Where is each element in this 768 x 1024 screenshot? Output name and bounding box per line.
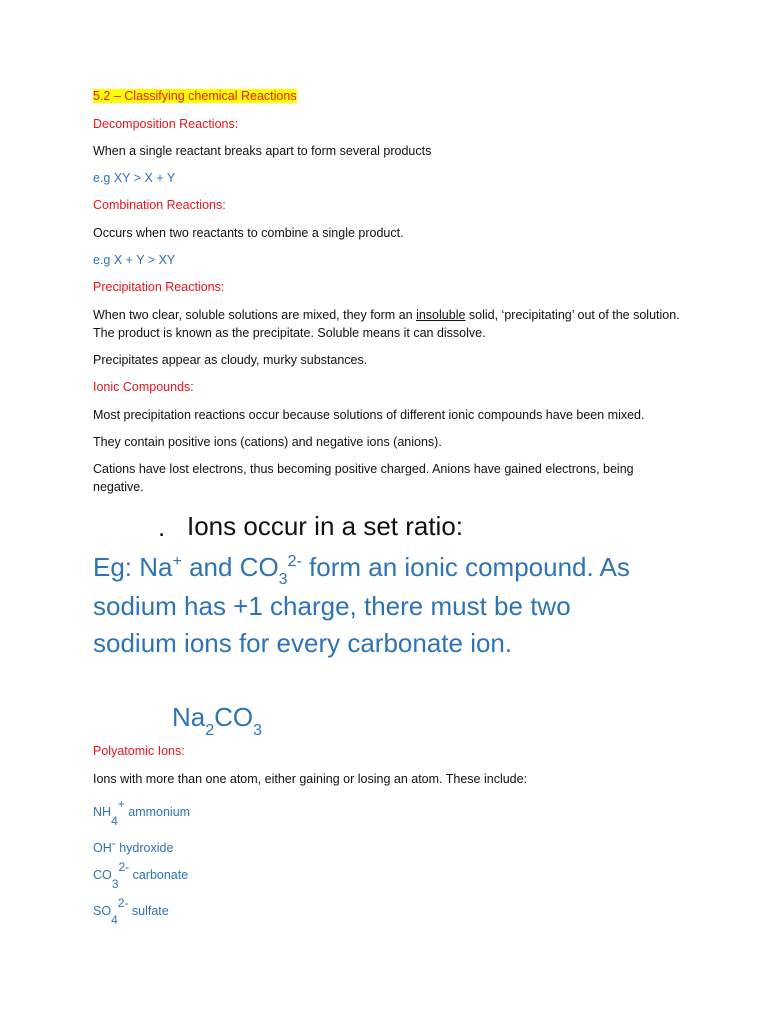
section-heading-text: 5.2 – Classifying chemical Reactions (93, 89, 297, 103)
example-line-2: sodium has +1 charge, there must be two (93, 591, 571, 621)
ionic-p2: They contain positive ions (cations) and negative ions (anions). (93, 435, 442, 449)
precipitation-title: Precipitation Reactions: (93, 280, 225, 294)
ionic-title: Ionic Compounds: (93, 380, 194, 394)
decomposition-text: When a single reactant breaks apart to form several products (93, 144, 432, 158)
sodium-carbonate-formula (172, 700, 262, 748)
formula-co: CO (214, 702, 254, 732)
ion-base: OH (93, 841, 112, 855)
formula-sub3: 3 (253, 722, 263, 739)
ion-name: ammonium (124, 805, 191, 819)
ion-base: NH (93, 805, 112, 819)
ion-ammonium (93, 797, 191, 828)
polyatomic-text: Ions with more than one atom, either gaining or losing an atom. These include: (93, 772, 528, 786)
ion-charge: 2- (118, 860, 130, 874)
ion-name: carbonate (129, 868, 189, 882)
ionic-p1: Most precipitation reactions occur because solutions of different ionic compounds have been mixed. (93, 408, 645, 422)
ions-ratio-heading: Ions occur in a set ratio: (187, 511, 464, 541)
combination-title: Combination Reactions: (93, 198, 226, 212)
ion-charge: 2- (117, 896, 129, 910)
decomposition-title: Decomposition Reactions: (93, 117, 239, 131)
ion-carbonate (93, 860, 189, 891)
ion-name: hydroxide (115, 841, 174, 855)
precipitation-text2: Precipitates appear as cloudy, murky substances. (93, 353, 368, 367)
eg-na-charge: + (172, 553, 182, 570)
eg-co-charge: 2- (287, 553, 302, 570)
eg-na: Eg: Na (93, 552, 173, 582)
eg-co-subscript: 3 (278, 571, 288, 588)
precipitation-paragraph (93, 306, 683, 342)
precipitation-text-before: When two clear, soluble solutions are mixed, they form an (93, 308, 417, 322)
eg-rest: form an ionic compound. As (301, 552, 630, 582)
combination-text: Occurs when two reactants to combine a single product. (93, 226, 404, 240)
decomposition-example: e.g XY > X + Y (93, 171, 176, 185)
ion-base: SO (93, 904, 112, 918)
ion-charge: + (117, 797, 125, 811)
eg-co: and CO (181, 552, 279, 582)
example-line-3: sodium ions for every carbonate ion. (93, 628, 513, 658)
ion-base: CO (93, 868, 112, 882)
ion-name: sulfate (128, 904, 169, 918)
ion-charge: - (111, 836, 116, 850)
formula-na: Na (172, 702, 206, 732)
ion-sulfate (93, 896, 169, 927)
ion-subscript: 4 (111, 814, 118, 828)
ion-hydroxide (93, 836, 174, 856)
precipitation-underlined: insoluble (416, 308, 466, 322)
bullet-point: . (158, 512, 166, 542)
precipitation-text-after: solid, ‘precipitating’ out of the solution. The product is known as the precipitate. Soluble means it can dissolve. (93, 308, 680, 340)
section-heading (93, 87, 297, 105)
formula-sub2: 2 (205, 722, 215, 739)
ionic-p3: Cations have lost electrons, thus becoming positive charged. Anions have gained electrons, being negative. (93, 462, 634, 494)
ion-subscript: 3 (111, 877, 119, 891)
ion-subscript: 4 (111, 913, 118, 927)
polyatomic-title: Polyatomic Ions: (93, 744, 185, 758)
combination-example: e.g X + Y > XY (93, 253, 176, 267)
